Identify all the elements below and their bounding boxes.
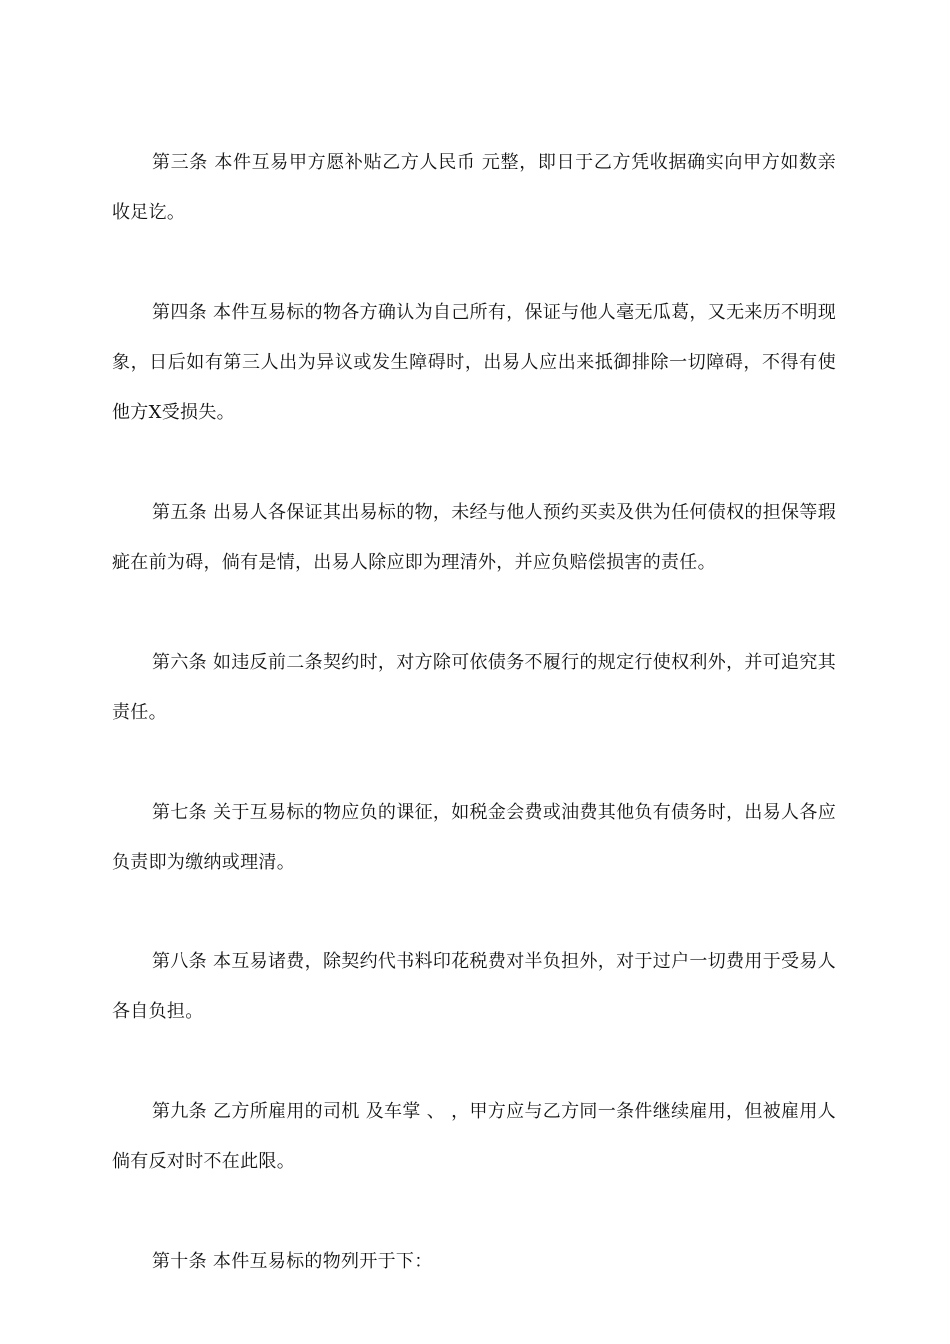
- clause-8: 第八条 本互易诸费，除契约代书料印花税费对半负担外，对于过户一切费用于受易人各自负担。: [112, 951, 836, 1022]
- clause-9: 第九条 乙方所雇用的司机 及车掌 、 ，甲方应与乙方同一条件继续雇用，但被雇用人倘有反对时不在此限。: [112, 1101, 836, 1172]
- clause-7: 第七条 关于互易标的物应负的课征，如税金会费或油费其他负有债务时，出易人各应负责即为缴纳或理清。: [112, 802, 836, 873]
- clause-4: 第四条 本件互易标的物各方确认为自己所有，保证与他人毫无瓜葛，又无来历不明现象，日后如有第三人出为异议或发生障碍时，出易人应出来抵御排除一切障碍，不得有使他方X受损失。: [112, 302, 836, 423]
- clause-5: 第五条 出易人各保证其出易标的物，未经与他人预约买卖及供为任何债权的担保等瑕疵在前为碍，倘有是情，出易人除应即为理清外，并应负赔偿损害的责任。: [112, 502, 836, 573]
- clause-10: 第十条 本件互易标的物列开于下：: [152, 1251, 433, 1272]
- clause-3: 第三条 本件互易甲方愿补贴乙方人民币 元整，即日于乙方凭收据确实向甲方如数亲收足讫。: [112, 152, 836, 223]
- clause-6: 第六条 如违反前二条契约时，对方除可依债务不履行的规定行使权利外，并可追究其责任。: [112, 652, 836, 723]
